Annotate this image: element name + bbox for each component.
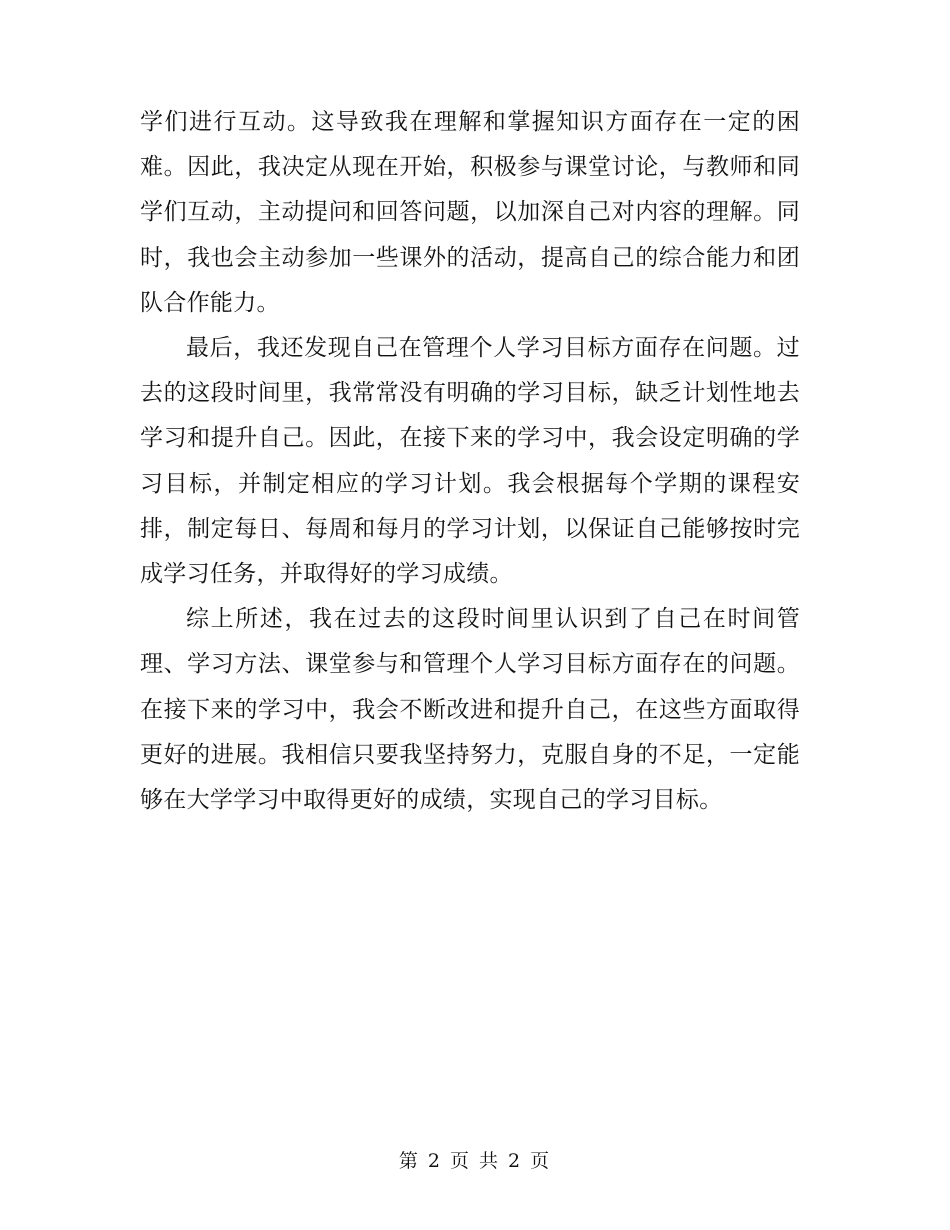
paragraph-2: 最后，我还发现自己在管理个人学习目标方面存在问题。过去的这段时间里，我常常没有明确的学习目标，缺乏计划性地去学习和提升自己。因此，在接下来的学习中，我会设定明确的学习目标，并制定相应的学习计划。我会根据每个学期的课程安排，制定每日、每周和每月的学习计划，以保证自己能够按时完成学习任务，并取得好的学习成绩。	[140, 335, 800, 588]
paragraph-1: 学们进行互动。这导致我在理解和掌握知识方面存在一定的困难。因此，我决定从现在开始，积极参与课堂讨论，与教师和同学们互动，主动提问和回答问题，以加深自己对内容的理解。同时，我也会主动参加一些课外的活动，提高自己的综合能力和团队合作能力。	[140, 109, 800, 316]
document-body	[140, 100, 800, 823]
paragraph-3: 综上所述，我在过去的这段时间里认识到了自己在时间管理、学习方法、课堂参与和管理个人学习目标方面存在的问题。在接下来的学习中，我会不断改进和提升自己，在这些方面取得更好的进展。我相信只要我坚持努力，克服自身的不足，一定能够在大学学习中取得更好的成绩，实现自己的学习目标。	[140, 606, 800, 814]
page-footer: 第 2 页 共 2 页	[398, 1150, 552, 1172]
